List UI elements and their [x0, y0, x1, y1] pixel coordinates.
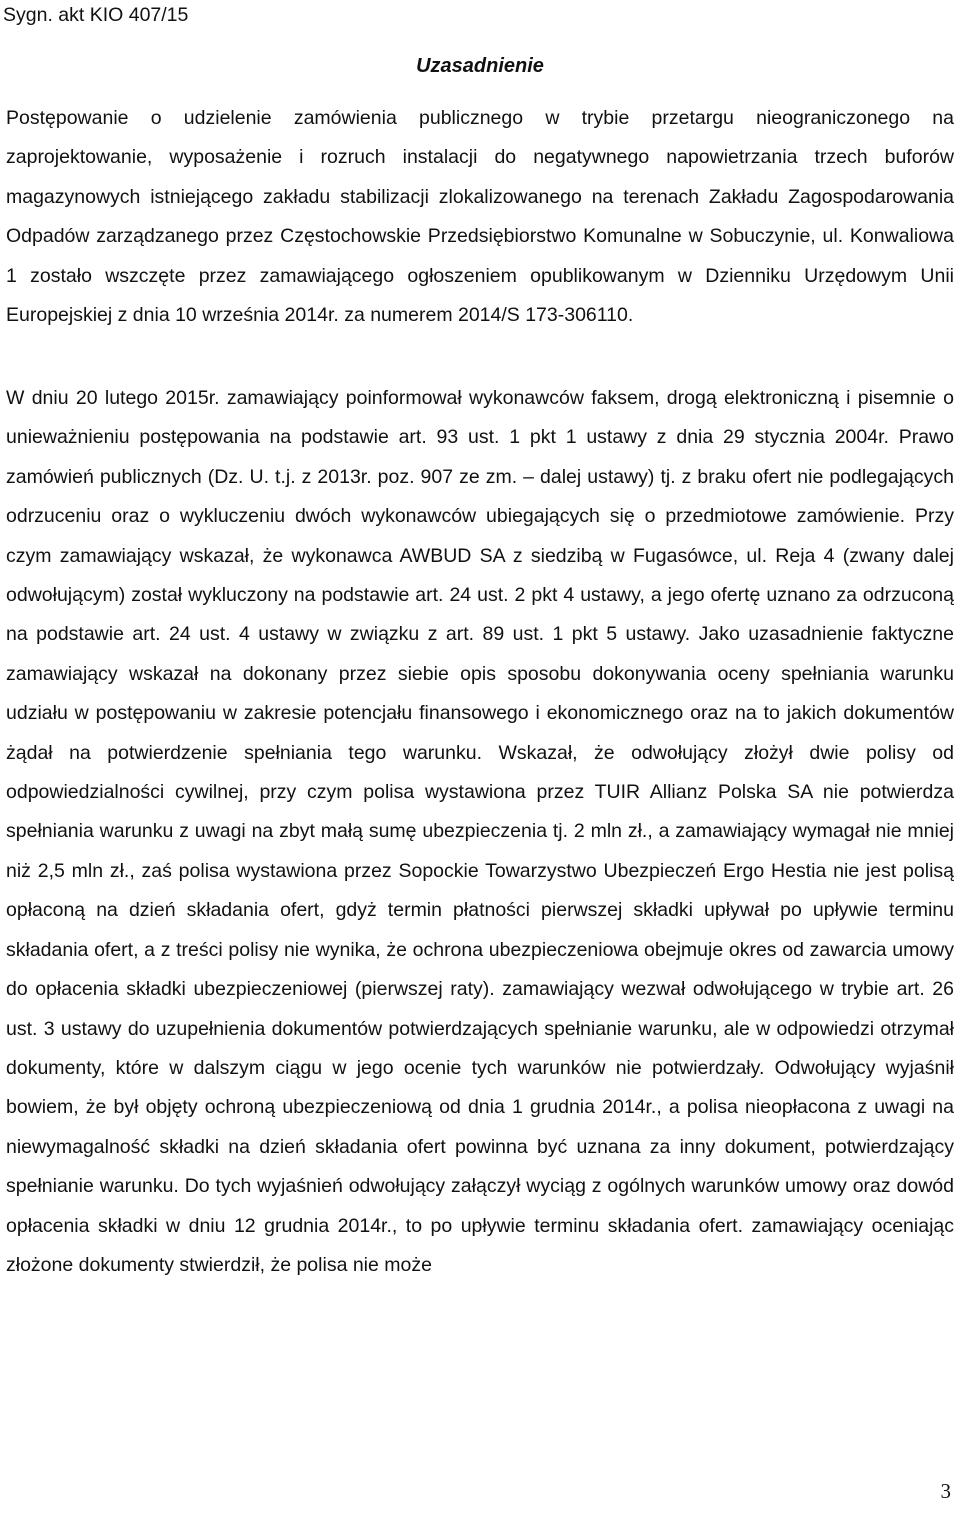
paragraph-cancellation: W dniu 20 lutego 2015r. zamawiający poinformował wykonawców faksem, drogą elektroniczną i pisemnie o unieważnieniu postępowania na podstawie art. 93 ust. 1 pkt 1 ustawy z dnia 29 stycznia 2004r. Prawo zamówień publicznych (Dz. U. t.j. z 2013r. poz. 907 ze zm. ‒ dalej ustawy) tj. z braku ofert nie podlegających odrzuceniu oraz o wykluczeniu dwóch wykonawców ubiegających się o przedmiotowe zamówienie. Przy czym zamawiający wskazał, że wykonawca AWBUD SA z siedzibą w Fugasówce, ul. Reja 4 (zwany dalej odwołującym) został wykluczony na podstawie art. 24 ust. 2 pkt 4 ustawy, a jego ofertę uznano za odrzuconą na podstawie art. 24 ust. 4 ustawy w związku z art. 89 ust. 1 pkt 5 ustawy. Jako uzasadnienie faktyczne zamawiający wskazał na dokonany przez siebie opis sposobu dokonywania oceny spełniania warunku udziału w postępowaniu w zakresie potencjału finansowego i ekonomicznego oraz na to jakich dokumentów żądał na potwierdzenie spełniania tego warunku. Wskazał, że odwołujący złożył dwie polisy od odpowiedzialności cywilnej, przy czym polisa wystawiona przez TUIR Allianz Polska SA nie potwierdza spełniania warunku z uwagi na zbyt małą sumę ubezpieczenia tj. 2 mln zł., a zamawiający wymagał nie mniej niż 2,5 mln zł., zaś polisa wystawiona przez Sopockie Towarzystwo Ubezpieczeń Ergo Hestia nie jest polisą opłaconą na dzień składania ofert, gdyż termin płatności pierwszej składki upływał po upływie terminu składania ofert, a z treści polisy nie wynika, że ochrona ubezpieczeniowa obejmuje okres od zawarcia umowy do opłacenia składki ubezpieczeniowej (pierwszej raty). zamawiający wezwał odwołującego w trybie art. 26 ust. 3 ustawy do uzupełnienia dokumentów potwierdzających spełnianie warunku, ale w odpowiedzi otrzymał dokumenty, które w dalszym ciągu w jego ocenie tych warunków nie potwierdzały. Odwołujący wyjaśnił bowiem, że był objęty ochroną ubezpieczeniową od dnia 1 grudnia 2014r., a polisa nieopłacona z uwagi na niewymagalność składki na dzień składania ofert powinna być uznana za inny dokument, potwierdzający spełnianie warunku. Do tych wyjaśnień odwołujący załączył wyciąg z ogólnych warunków umowy oraz dowód opłacenia składki w dniu 12 grudnia 2014r., to po upływie terminu składania ofert. zamawiający oceniając złożone dokumenty stwierdził, że polisa nie może [6, 387, 954, 1276]
page-number: 3 [940, 1479, 951, 1503]
case-reference: Sygn. akt KIO 407/15 [3, 4, 189, 26]
paragraph-proceedings: Postępowanie o udzielenie zamówienia publicznego w trybie przetargu nieograniczonego na zaprojektowanie, wyposażenie i rozruch instalacji do negatywnego napowietrzania trzech buforów magazynowych istniejącego zakładu stabilizacji zlokalizowanego na terenach Zakładu Zagospodarowania Odpadów zarządzanego przez Częstochowskie Przedsiębiorstwo Komunalne w Sobuczynie, ul. Konwaliowa 1 zostało wszczęte przez zamawiającego ogłoszeniem opublikowanym w Dzienniku Urzędowym Unii Europejskiej z dnia 10 września 2014r. za numerem 2014/S 173-306110. [6, 107, 954, 327]
section-title: Uzasadnienie [416, 55, 544, 77]
